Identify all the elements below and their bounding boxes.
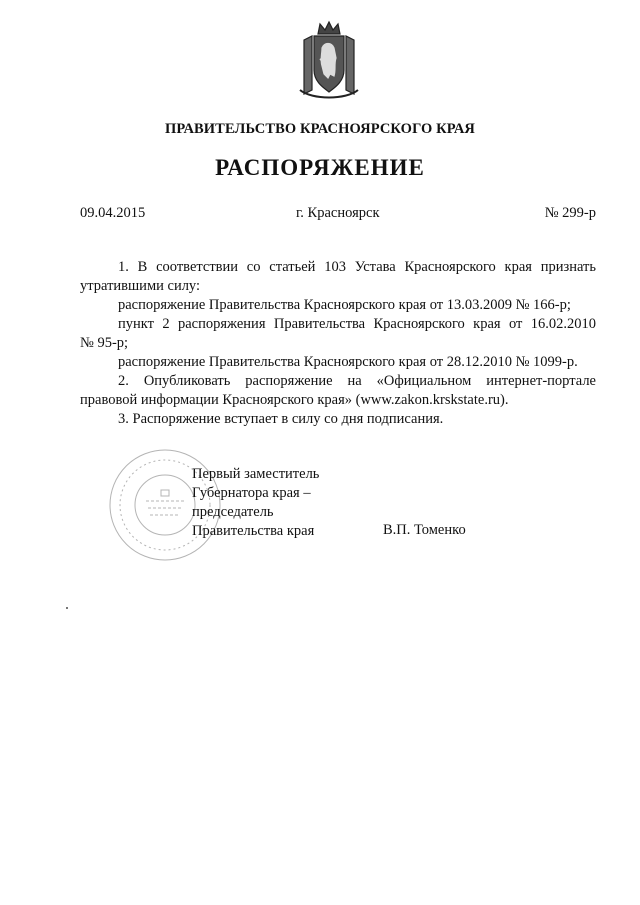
coat-of-arms-emblem	[298, 20, 360, 102]
signatory-position-line: председатель	[192, 504, 274, 520]
body-line: пункт 2 распоряжения Правительства Красноярского края от 16.02.2010	[118, 316, 596, 332]
signatory-position	[192, 465, 319, 541]
body-line: 2. Опубликовать распоряжение на «Официальном интернет-портале	[118, 373, 596, 389]
signatory-position-line: Правительства края	[192, 523, 315, 539]
signatory-position-line: Губернатора края –	[192, 485, 311, 501]
organization-name: ПРАВИТЕЛЬСТВО КРАСНОЯРСКОГО КРАЯ	[164, 121, 475, 137]
body-line: правовой информации Красноярского края» (www.zakon.krskstate.ru).	[80, 392, 509, 408]
body-line: 3. Распоряжение вступает в силу со дня подписания.	[118, 411, 444, 427]
body-line: распоряжение Правительства Красноярского края от 13.03.2009 № 166-р;	[118, 297, 571, 313]
scan-speck	[66, 607, 68, 609]
signatory-name: В.П. Томенко	[383, 522, 466, 538]
body-line: утратившими силу:	[80, 278, 201, 294]
document-body	[80, 258, 596, 429]
document-date: 09.04.2015	[80, 205, 146, 221]
body-line: 1. В соответствии со статьей 103 Устава Красноярского края признать	[118, 259, 596, 275]
body-line: распоряжение Правительства Красноярского края от 28.12.2010 № 1099-р.	[118, 354, 578, 370]
signatory-position-line: Первый заместитель	[192, 466, 320, 482]
body-line: № 95-р;	[80, 335, 129, 351]
document-city: г. Красноярск	[296, 205, 380, 221]
document-number: № 299-р	[544, 205, 596, 221]
document-type-title: РАСПОРЯЖЕНИЕ	[215, 155, 425, 180]
